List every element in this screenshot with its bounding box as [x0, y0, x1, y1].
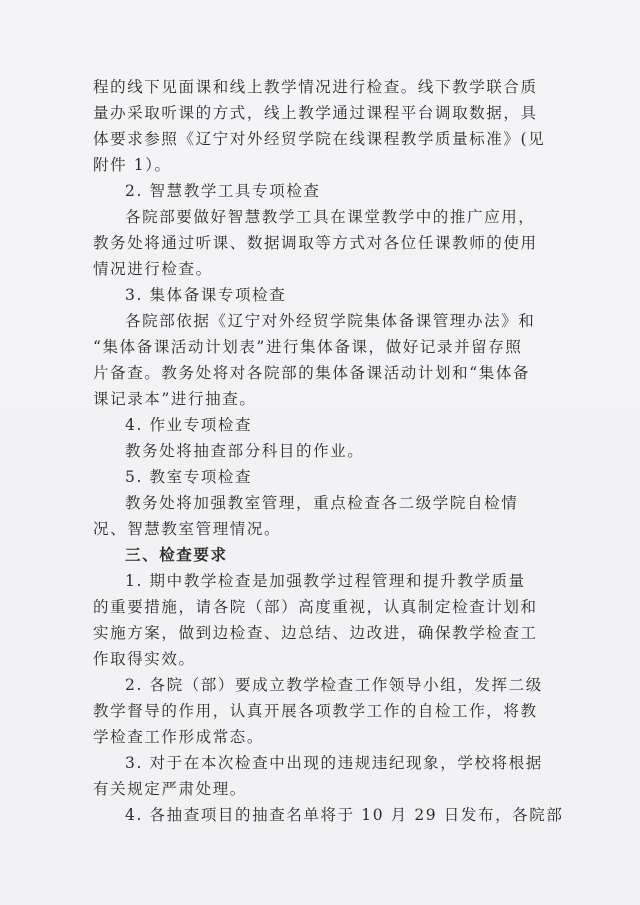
section-heading: 3. 集体备课专项检查 — [125, 286, 287, 304]
text-line: 有关规定严肃处理。 — [93, 780, 247, 798]
text-line: 学检查工作形成常态。 — [93, 728, 265, 746]
text-line: “集体备课活动计划表”进行集体备课，做好记录并留存照 — [93, 338, 523, 356]
text-line: 3. 对于在本次检查中出现的违规违纪现象，学校将根据 — [125, 754, 543, 772]
text-line: 各院部要做好智慧教学工具在课堂教学中的推广应用， — [125, 208, 536, 226]
text-line: 况、智慧教室管理情况。 — [93, 520, 282, 538]
text-line: 作取得实效。 — [93, 650, 196, 668]
text-line: 体要求参照《辽宁对外经贸学院在线课程教学质量标准》(见 — [93, 130, 546, 148]
text-line: 教务处将通过听课、数据调取等方式对各位任课教师的使用 — [93, 234, 538, 252]
text-line: 程的线下见面课和线上教学情况进行检查。线下教学联合质 — [93, 78, 538, 96]
section-heading: 4. 作业专项检查 — [125, 416, 253, 434]
text-line: 2. 各院（部）要成立教学检查工作领导小组，发挥二级 — [125, 676, 543, 694]
text-line: 教务处将加强教室管理，重点检查各二级学院自检情 — [125, 494, 519, 512]
text-line: 附件 1）。 — [93, 156, 172, 174]
document-body — [93, 74, 564, 828]
text-line: 量办采取听课的方式，线上教学通过课程平台调取数据，具 — [93, 104, 538, 122]
text-line: 片备查。教务处将对各院部的集体备课活动计划和“集体备 — [93, 364, 531, 382]
text-line: 各院部依据《辽宁对外经贸学院集体备课管理办法》和 — [125, 312, 536, 330]
text-line: 情况进行检查。 — [93, 260, 213, 278]
text-line: 1. 期中教学检查是加强教学过程管理和提升教学质量 — [125, 572, 526, 590]
section-heading: 2. 智慧教学工具专项检查 — [125, 182, 321, 200]
text-line: 实施方案，做到边检查、边总结、边改进，确保教学检查工 — [93, 624, 538, 642]
text-line: 教务处将抽查部分科目的作业。 — [125, 442, 365, 460]
section-heading: 5. 教室专项检查 — [125, 468, 253, 486]
text-line: 的重要措施，请各院（部）高度重视，认真制定检查计划和 — [93, 598, 538, 616]
text-line: 教学督导的作用，认真开展各项教学工作的自检工作，将教 — [93, 702, 538, 720]
text-line: 课记录本”进行抽查。 — [93, 390, 257, 408]
chapter-heading: 三、检查要求 — [125, 545, 228, 564]
text-line: 4. 各抽查项目的抽查名单将于 10 月 29 日发布，各院部 — [125, 806, 564, 824]
